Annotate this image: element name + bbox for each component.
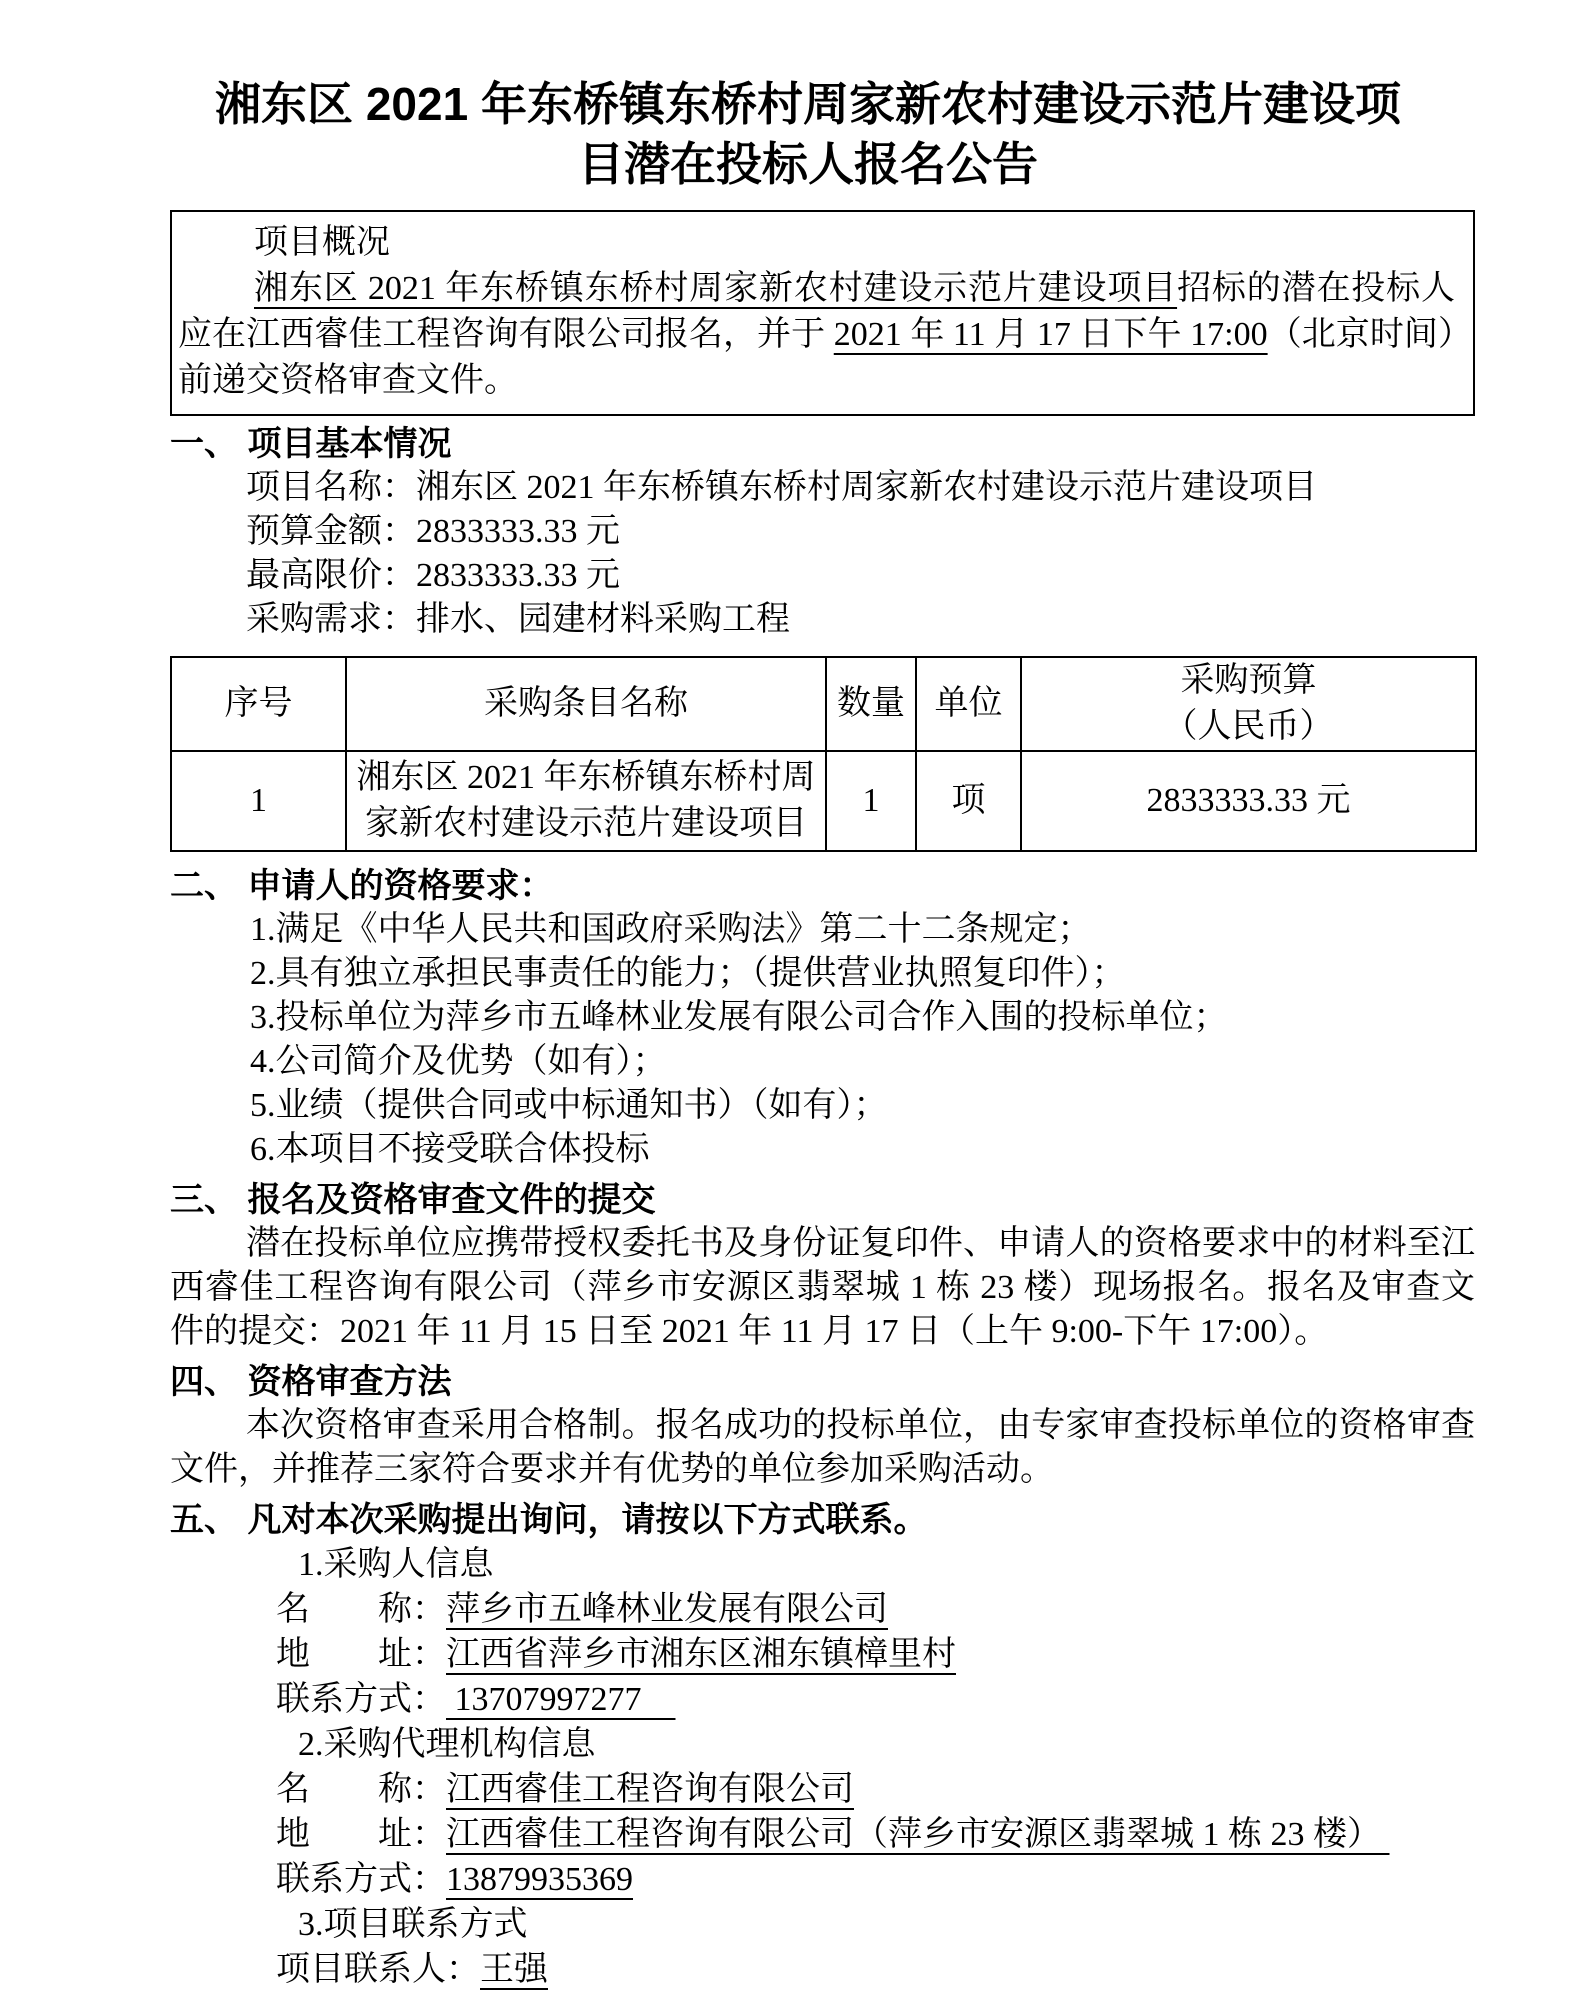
header-unit: 单位 [916,657,1021,751]
table-row [171,751,1476,851]
requirement-item-2: 2.具有独立承担民事责任的能力；（提供营业执照复印件）； [250,955,1126,992]
section4-heading: 四、 资格审查方法 [170,1363,452,1401]
page-title [141,74,1475,194]
budget-amount-line: 预算金额：2833333.33 元 [246,513,620,550]
agent-address-value: 江西睿佳工程咨询有限公司（萍乡市安源区翡翠城 1 栋 23 楼） [446,1816,1390,1853]
header-item-name: 采购条目名称 [346,657,826,751]
agent-name-value: 江西睿佳工程咨询有限公司 [446,1771,854,1808]
buyer-address-value: 江西省萍乡市湘东区湘东镇樟里村 [446,1636,956,1673]
overview-text-tail: （北京时间）前递交资格审查文件。 [178,316,1455,399]
header-seq: 序号 [171,657,346,751]
buyer-name-value: 萍乡市五峰林业发展有限公司 [446,1591,888,1628]
overview-project-name: 湘东区 2021 年东桥镇东桥村周家新农村建设示范片建设项目 [254,270,1178,307]
buyer-phone-line [170,1677,1475,1722]
buyer-phone-value: 13707997277 [446,1681,676,1718]
page-title-line1: 湘东区 2021 年东桥镇东桥村周家新农村建设示范片建设项 [215,78,1401,130]
cell-item-name-line1: 湘东区 2021 年东桥镇东桥村周 [356,759,816,796]
agent-name-label: 名 称： [276,1771,446,1808]
cell-unit: 项 [916,751,1021,851]
agent-address-label: 地 址： [276,1816,446,1853]
agent-info-subheading: 2.采购代理机构信息 [298,1726,596,1763]
max-price-line: 最高限价：2833333.33 元 [246,557,620,594]
cell-budget: 2833333.33 元 [1021,751,1476,851]
section2-heading: 二、 申请人的资格要求： [170,867,554,905]
section1-heading: 一、 项目基本情况 [170,425,452,463]
page-title-line2: 目潜在投标人报名公告 [578,138,1038,190]
overview-deadline: 2021 年 11 月 17 日下午 17:00 [833,316,1268,353]
buyer-info-subheading: 1.采购人信息 [298,1546,494,1583]
requirement-item-3: 3.投标单位为萍乡市五峰林业发展有限公司合作入围的投标单位； [250,999,1228,1036]
overview-heading: 项目概况 [254,224,390,261]
section3-paragraph: 潜在投标单位应携带授权委托书及身份证复印件、申请人的资格要求中的材料至江西睿佳工程咨询有限公司（萍乡市安源区翡翠城 1 栋 23 楼）现场报名。报名及审查文件的提交：2021 年 11 月 15 日至 2021 年 11 月 17 日（上午 9:00-下午 17:00）。 [170,1225,1475,1350]
project-contact-line [170,1947,1475,1992]
project-contact-subheading: 3.项目联系方式 [298,1906,528,1943]
buyer-phone-label: 联系方式： [276,1681,446,1718]
cell-seq: 1 [171,751,346,851]
requirement-item-4: 4.公司简介及优势（如有）； [250,1043,667,1080]
requirement-item-1: 1.满足《中华人民共和国政府采购法》第二十二条规定； [250,911,1092,948]
section-basic-info [170,422,1475,642]
agent-name-line [170,1767,1475,1812]
requirement-item-5: 5.业绩（提供合同或中标通知书）（如有）； [250,1087,888,1124]
section5-heading: 五、 凡对本次采购提出询问，请按以下方式联系。 [170,1501,928,1539]
section-submission [170,1178,1475,1354]
procurement-demand-line: 采购需求：排水、园建材料采购工程 [246,601,790,638]
cell-qty: 1 [826,751,916,851]
overview-text-mid: 招标的潜在投标人应在江西睿佳工程咨询有限公司报名，并于 [178,270,1456,353]
overview-box [170,210,1475,416]
project-name-line: 项目名称：湘东区 2021 年东桥镇东桥村周家新农村建设示范片建设项目 [246,469,1317,506]
agent-address-line [170,1812,1475,1857]
header-qty: 数量 [826,657,916,751]
buyer-address-label: 地 址： [276,1636,446,1673]
project-contact-label: 项目联系人： [276,1951,480,1988]
section4-paragraph: 本次资格审查采用合格制。报名成功的投标单位，由专家审查投标单位的资格审查文件，并推荐三家符合要求并有优势的单位参加采购活动。 [170,1407,1475,1488]
table-header-row [171,657,1476,751]
buyer-name-line [170,1587,1475,1632]
cell-item-name-line2: 家新农村建设示范片建设项目 [365,805,807,842]
buyer-name-label: 名 称： [276,1591,446,1628]
agent-phone-line [170,1857,1475,1902]
spacer [170,642,1475,656]
requirement-item-6: 6.本项目不接受联合体投标 [250,1131,650,1168]
agent-phone-label: 联系方式： [276,1861,446,1898]
procurement-table [170,656,1477,852]
header-budget [1021,657,1476,751]
header-budget-line2: （人民币） [1163,708,1334,745]
cell-item-name [346,751,826,851]
agent-phone-value: 13879935369 [446,1861,633,1898]
header-budget-line1: 采购预算 [1180,662,1317,699]
project-contact-value: 王强 [480,1951,548,1988]
section-qualification [170,864,1475,1172]
section-review-method [170,1360,1475,1492]
section3-heading: 三、 报名及资格审查文件的提交 [170,1181,656,1219]
section-contact [170,1498,1475,1992]
buyer-address-line [170,1632,1475,1677]
overview-paragraph [178,266,1455,404]
